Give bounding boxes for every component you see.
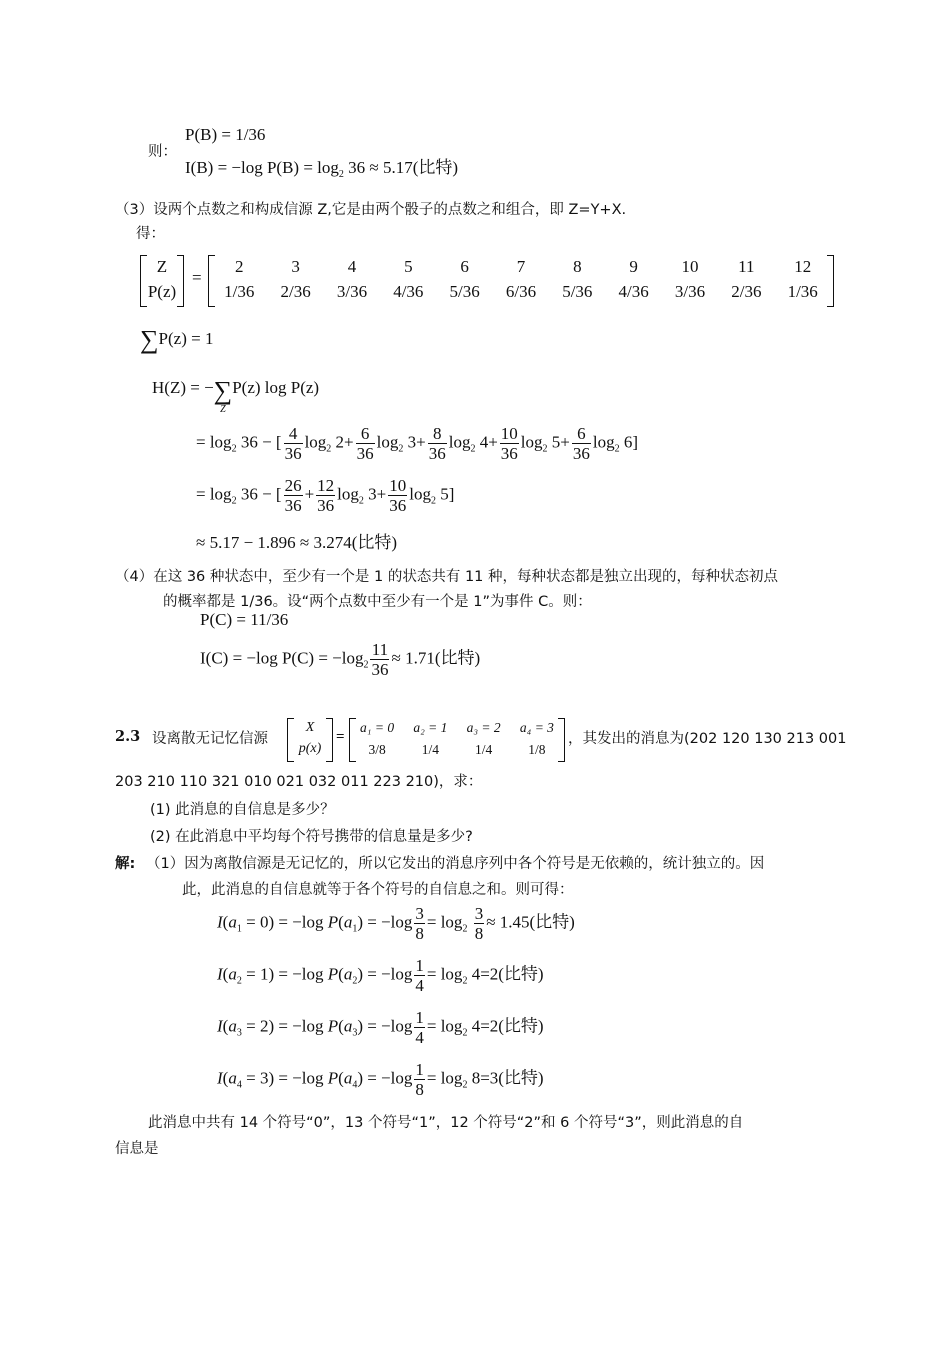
part4-line1: （4）在这 36 种状态中，至少有一个是 1 的状态共有 11 种，每种状态都是独立出现的，每种状态初点 (115, 569, 779, 585)
pz-value: 2/36 (280, 282, 311, 301)
z-value: 2 (235, 257, 244, 276)
matrix-left-z (140, 255, 184, 307)
pz-value: 3/36 (674, 282, 706, 301)
z-value: 10 (681, 257, 699, 276)
solution-line1: （1）因为离散信源是无记忆的，所以它发出的消息序列中各个符号是无依赖的，统计独立的。因 (146, 856, 765, 872)
self-info-eq: $I(a_1 = 0) = -\log$ $P(a_1) = -\log$ $\frac{3}{8}$ = $\log_2$ $\frac{3}{8}$ ≈ 1.45(比特) (217, 904, 575, 943)
matrix-label-pz: P(z) (147, 282, 177, 301)
pz-value: 5/36 (449, 282, 480, 301)
question-line2: 203 210 110 321 010 021 032 011 223 210)，求： (115, 774, 483, 790)
z-value: 12 (794, 257, 812, 276)
z-value: 3 (291, 257, 300, 276)
fraction: $\frac{8}{36}$ (428, 424, 446, 463)
part4-line2: 的概率都是 1/36。设“两个点数中至少有一个是 1”为事件 C。则： (163, 594, 592, 610)
hz-line2: = $\log_2 36$ − [ $\frac{4}{36}$ $\log_2 2+$ $\frac{6}{36}$ $\log_2 3+$ $\frac{8}{36}$ $\log_2 4+$ $\frac{10}{36}$ $\log_2 5+$ $\frac{6}{36}$ $\log_2 6$] (196, 424, 639, 463)
fraction: $\frac{1}{8}$ (415, 1060, 424, 1099)
symbol-value: a₄ = 3 (519, 720, 554, 735)
fraction: $\frac{12}{36}$ (317, 476, 335, 515)
formula-pb: P(B) = 1/36 (185, 125, 266, 144)
pz-value: 1/36 (224, 282, 255, 301)
pz-value: 4/36 (618, 282, 649, 301)
hz-line3: = $\log_2 36$ − [ $\frac{26}{36}$ + $\frac{12}{36}$ $\log_2 3+$ $\frac{10}{36}$ $\log_2 5$] (196, 476, 455, 515)
closing-line2: 信息是 (115, 1141, 159, 1157)
pz-value: 2/36 (731, 282, 762, 301)
fraction: $\frac{1}{4}$ (415, 1008, 424, 1047)
fraction: $\frac{6}{36}$ (572, 424, 590, 463)
matrix-z-distribution (208, 255, 834, 307)
question-number: 2.3 (115, 728, 141, 745)
self-info-eq: $I(a_3 = 2) = -\log$ $P(a_3) = -\log$ $\frac{1}{4}$ = $\log_2 4=2$(比特) (217, 1008, 544, 1047)
symbol-value: a₁ = 0 (360, 720, 395, 735)
formula-ic: I(C) = −log $P(C) = -\log_2$ $\frac{11}{36}$ ≈ 1.71(比特) (200, 640, 481, 679)
solution-line2: 此，此消息的自信息就等于各个符号的自信息之和。则可得： (182, 882, 574, 898)
pz-value: 5/36 (562, 282, 593, 301)
pz-value: 6/36 (505, 282, 537, 301)
symbol-prob: 3/8 (368, 742, 386, 757)
q-matrix-left: X p(x) (287, 718, 333, 762)
question-item1: (1) 此消息的自信息是多少？ (150, 802, 335, 818)
symbol-prob: 1/4 (474, 742, 493, 757)
matrix-label-z: Z (156, 257, 168, 276)
pz-value: 3/36 (336, 282, 368, 301)
equals-sign: = (192, 268, 202, 287)
fraction: $\frac{10}{36}$ (389, 476, 407, 515)
z-value: 9 (629, 257, 638, 276)
symbol-value: a₂ = 1 (413, 720, 448, 735)
symbol-prob: 1/8 (528, 742, 546, 757)
fraction: $\frac{1}{4}$ (415, 956, 424, 995)
z-value: 6 (460, 257, 469, 276)
formula-ib: I(B) = −log $P(B) = \log_2 36 \approx 5.17$(比特) (185, 158, 459, 180)
formula-pc: P(C) = 11/36 (200, 610, 289, 629)
fraction: $\frac{10}{36}$ (500, 424, 518, 463)
hz-line4: ≈ 5.17 − 1.896 ≈ 3.274(比特) (196, 533, 398, 552)
fraction: $\frac{6}{36}$ (356, 424, 374, 463)
fraction: $\frac{3}{8}$ (415, 904, 424, 943)
pz-value: 4/36 (393, 282, 424, 301)
z-value: 4 (347, 257, 357, 276)
zé-label: 则： (148, 144, 177, 160)
hz-line1: H(Z) = − ∑ Z P(z) log P(z) (152, 376, 320, 415)
symbol-value: a₃ = 2 (466, 720, 501, 735)
fraction: $\frac{26}{36}$ (284, 476, 302, 515)
fraction: $\frac{3}{8}$ (474, 904, 484, 943)
self-info-eq: $I(a_4 = 3) = -\log$ $P(a_4) = -\log$ $\frac{1}{8}$ = $\log_2 8=3$(比特) (217, 1060, 544, 1099)
q-equals: = (336, 729, 345, 745)
question-post: ，其发出的消息为(202 120 130 213 001 (568, 731, 847, 747)
question-pre: 设离散无记忆信源 (152, 731, 268, 747)
part3-text: （3）设两个点数之和构成信源 Z,它是由两个骰子的点数之和组合，即 Z=Y+X. (115, 202, 627, 218)
closing-line1: 此消息中共有 14 个符号“0”，13 个符号“1”，12 个符号“2”和 6 个符号“3”，则此消息的自 (148, 1115, 744, 1131)
pz-value: 1/36 (787, 282, 818, 301)
sum-pz-line: ∑P(z) = 1 (140, 325, 214, 354)
fraction: $\frac{4}{36}$ (284, 424, 302, 463)
self-info-eq: $I(a_2 = 1) = -\log$ $P(a_2) = -\log$ $\frac{1}{4}$ = $\log_2 4=2$(比特) (217, 956, 544, 995)
question-item2: (2) 在此消息中平均每个符号携带的信息量是多少? (150, 829, 473, 845)
z-value: 11 (738, 257, 755, 276)
z-value: 5 (404, 257, 413, 276)
z-value: 8 (573, 257, 582, 276)
q-matrix-distribution (349, 718, 565, 762)
solution-label: 解: (115, 856, 136, 872)
symbol-prob: 1/4 (421, 742, 439, 757)
part3-de: 得： (136, 226, 165, 242)
z-value: 7 (516, 257, 526, 276)
